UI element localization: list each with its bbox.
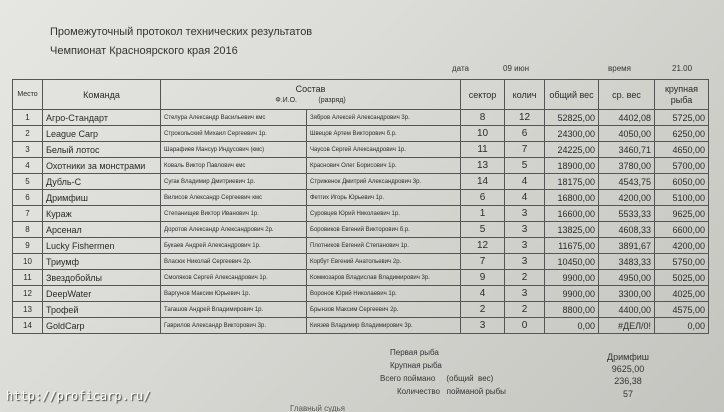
table-row [13, 174, 709, 190]
row-team: Lucky Fishermen [43, 238, 161, 254]
table-row [13, 318, 709, 334]
row-place: 11 [13, 270, 43, 286]
row-participant-2: Корбут Евгений Анатольевич 2р. [307, 254, 461, 270]
col-roster-title: Состав [295, 83, 326, 94]
row-place: 10 [13, 254, 43, 270]
row-participant-2: Стриженок Дмитрий Александрович 3р. [307, 174, 461, 190]
row-avg-weight: 3891,67 [599, 238, 655, 254]
row-team: DeepWater [43, 286, 161, 302]
row-total-weight: 0,00 [545, 318, 599, 334]
total-caught-value: 236,38 [614, 376, 642, 386]
row-team: Дубль-С [43, 174, 161, 190]
row-big-fish: 4575,00 [655, 302, 709, 318]
row-place: 13 [13, 302, 43, 318]
row-sector: 13 [461, 158, 505, 174]
table-row [13, 238, 709, 254]
table-row [13, 302, 709, 318]
row-total-weight: 52825,00 [545, 110, 599, 126]
row-big-fish: 5725,00 [655, 110, 709, 126]
count-caught-value: 57 [622, 389, 633, 399]
row-participant-1: Гаврилов Александр Викторович 3р. [161, 318, 307, 334]
row-total-weight: 18900,00 [545, 158, 599, 174]
table-row [13, 222, 709, 238]
col-total: общий вес [545, 80, 599, 110]
row-count: 3 [505, 238, 545, 254]
time-label: время [608, 64, 631, 73]
row-sector: 9 [461, 270, 505, 286]
row-participant-2: Киязев Владимир Владимирович 3р. [307, 318, 461, 334]
row-participant-2: Суровцев Юрий Николаевич 1р. [307, 206, 461, 222]
row-sector: 10 [461, 126, 505, 142]
row-place: 14 [13, 318, 43, 334]
results-table [12, 79, 709, 334]
row-place: 9 [13, 238, 43, 254]
row-place: 1 [13, 110, 43, 126]
first-fish-value: Дримфиш [607, 352, 649, 362]
row-avg-weight: 3780,00 [599, 158, 655, 174]
row-participant-1: Букаев Андрей Александрович 1р. [161, 238, 307, 254]
row-big-fish: 6250,00 [655, 126, 709, 142]
row-participant-1: Сугак Владимир Дмитриевич 1р. [161, 174, 307, 190]
row-sector: 11 [461, 142, 505, 158]
row-sector: 14 [461, 174, 505, 190]
row-big-fish: 0,00 [655, 318, 709, 334]
row-avg-weight: 4200,00 [599, 190, 655, 206]
row-avg-weight: 4402,08 [599, 110, 655, 126]
row-sector: 4 [461, 286, 505, 302]
row-place: 7 [13, 206, 43, 222]
date-label: дата [452, 64, 469, 73]
row-big-fish: 6050,00 [655, 174, 709, 190]
row-count: 3 [505, 206, 545, 222]
row-count: 2 [505, 270, 545, 286]
table-row [13, 270, 709, 286]
row-place: 5 [13, 174, 43, 190]
col-roster [161, 80, 461, 110]
row-participant-2: Боровиков Евгений Викторович б.р. [307, 222, 461, 238]
row-participant-2: Швецов Артем Викторович б.р. [307, 126, 461, 142]
row-total-weight: 13825,00 [545, 222, 599, 238]
row-total-weight: 10450,00 [545, 254, 599, 270]
row-participant-1: Вилисов Александр Сергеевич кмс [161, 190, 307, 206]
row-count: 4 [505, 190, 545, 206]
row-avg-weight: 4050,00 [599, 126, 655, 142]
col-big-line2: рыба [670, 94, 693, 105]
col-sector: сектор [461, 80, 505, 110]
row-big-fish: 5025,00 [655, 270, 709, 286]
row-count: 3 [505, 254, 545, 270]
championship-title: Чемпионат Красноярского края 2016 [50, 45, 238, 57]
row-team: Арсенал [43, 222, 161, 238]
table-row [13, 158, 709, 174]
row-count: 3 [505, 222, 545, 238]
row-participant-1: Шарафиев Мансур Индусович (кмс) [161, 142, 307, 158]
row-total-weight: 24300,00 [545, 126, 599, 142]
time-value: 21.00 [672, 64, 693, 73]
table-row [13, 254, 709, 270]
row-participant-2: Зябров Алексей Александрович 3р. [307, 110, 461, 126]
row-count: 0 [505, 318, 545, 334]
row-big-fish: 4025,00 [655, 286, 709, 302]
row-participant-2: Чаусов Сергей Александрович 1р. [307, 142, 461, 158]
row-count: 2 [505, 302, 545, 318]
count-caught-label: Количество пойманой рыбы [397, 387, 506, 396]
row-sector: 5 [461, 222, 505, 238]
row-total-weight: 24225,00 [545, 142, 599, 158]
row-participant-2: Плотников Евгений Степанович 1р. [307, 238, 461, 254]
row-place: 6 [13, 190, 43, 206]
row-count: 3 [505, 286, 545, 302]
row-avg-weight: 3483,33 [599, 254, 655, 270]
row-sector: 8 [461, 110, 505, 126]
row-participant-1: Власюк Николай Сергеевич 2р. [161, 254, 307, 270]
row-total-weight: 9900,00 [545, 286, 599, 302]
col-count: колич [505, 80, 545, 110]
row-big-fish: 9625,00 [655, 206, 709, 222]
row-total-weight: 8800,00 [545, 302, 599, 318]
table-row [13, 190, 709, 206]
date-value: 09 июн [503, 64, 530, 73]
row-participant-1: Доротов Александр Александрович 2р. [161, 222, 307, 238]
row-place: 8 [13, 222, 43, 238]
table-row [13, 126, 709, 142]
first-fish-label: Первая рыба [390, 348, 439, 357]
row-total-weight: 16600,00 [545, 206, 599, 222]
row-avg-weight: 4400,00 [599, 302, 655, 318]
row-total-weight: 11675,00 [545, 238, 599, 254]
row-big-fish: 5750,00 [655, 254, 709, 270]
row-team: Звездобойлы [43, 270, 161, 286]
row-avg-weight: 4950,00 [599, 270, 655, 286]
row-participant-1: Строкольский Михаил Сергеевич 1р. [161, 126, 307, 142]
table-header-row [13, 80, 709, 110]
row-place: 4 [13, 158, 43, 174]
row-count: 4 [505, 174, 545, 190]
row-place: 2 [13, 126, 43, 142]
row-total-weight: 9900,00 [545, 270, 599, 286]
row-participant-1: Стелура Александр Васильевич кмс [161, 110, 307, 126]
row-avg-weight: 5533,33 [599, 206, 655, 222]
row-big-fish: 6600,00 [655, 222, 709, 238]
col-big-line1: крупная [664, 83, 699, 94]
col-roster-sub [164, 95, 457, 106]
row-avg-weight: 3300,00 [599, 286, 655, 302]
row-big-fish: 4200,00 [655, 238, 709, 254]
col-avg: ср. вес [599, 80, 655, 110]
row-place: 3 [13, 142, 43, 158]
col-team: Команда [43, 80, 161, 110]
big-fish-value: 9625,00 [611, 364, 645, 374]
row-participant-1: Тагашов Андрей Владимирович 1р. [161, 302, 307, 318]
table-row [13, 206, 709, 222]
row-participant-2: Брынзов Максим Сергеевич 2р. [307, 302, 461, 318]
col-rank: (разряд) [318, 96, 346, 104]
row-total-weight: 18175,00 [545, 174, 599, 190]
row-avg-weight: #ДЕЛ/0! [599, 318, 655, 334]
row-participant-1: Варгунов Максим Юрьевич 1р. [161, 286, 307, 302]
row-sector: 2 [461, 302, 505, 318]
row-team: Белый лотос [43, 142, 161, 158]
col-big [655, 80, 709, 110]
row-place: 12 [13, 286, 43, 302]
row-participant-2: Краснович Олег Борисович 1р. [307, 158, 461, 174]
row-team: Дримфиш [43, 190, 161, 206]
row-sector: 1 [461, 206, 505, 222]
col-fio: Ф.И.О. [275, 96, 297, 104]
total-caught-label: Всего поймано (общий вес) [380, 374, 494, 383]
row-total-weight: 16800,00 [545, 190, 599, 206]
row-avg-weight: 3460,71 [599, 142, 655, 158]
row-sector: 6 [461, 190, 505, 206]
row-team: League Carp [43, 126, 161, 142]
row-team: GoldCarp [43, 318, 161, 334]
row-count: 12 [505, 110, 545, 126]
row-participant-2: Коммозаров Владислав Владимирович 3р. [307, 270, 461, 286]
row-team: Трофей [43, 302, 161, 318]
row-participant-2: Воронов Юрий Николаевич 1р. [307, 286, 461, 302]
big-fish-label: Крупная рыба [390, 361, 442, 370]
row-team: Охотники за монстрами [43, 158, 161, 174]
row-team: Кураж [43, 206, 161, 222]
row-sector: 3 [461, 318, 505, 334]
table-row [13, 110, 709, 126]
site-watermark[interactable]: http://proficarp.ru/ [6, 389, 151, 403]
row-avg-weight: 4608,33 [599, 222, 655, 238]
row-team: Агро-Стандарт [43, 110, 161, 126]
protocol-title: Промежуточный протокол технических результатов [50, 26, 313, 38]
row-count: 6 [505, 126, 545, 142]
row-count: 5 [505, 158, 545, 174]
row-big-fish: 5100,00 [655, 190, 709, 206]
col-place: Место [13, 80, 43, 110]
row-participant-1: Смоляков Сергей Александрович 1р. [161, 270, 307, 286]
row-participant-1: Степанищев Виктор Иванович 1р. [161, 206, 307, 222]
row-count: 7 [505, 142, 545, 158]
table-row [13, 286, 709, 302]
row-big-fish: 4650,00 [655, 142, 709, 158]
table-row [13, 142, 709, 158]
row-sector: 7 [461, 254, 505, 270]
row-participant-1: Коваль Виктор Павлович кмс [161, 158, 307, 174]
row-sector: 12 [461, 238, 505, 254]
row-participant-2: Фетгих Игорь Юрьевич 1р. [307, 190, 461, 206]
row-team: Триумф [43, 254, 161, 270]
row-avg-weight: 4543,75 [599, 174, 655, 190]
row-big-fish: 5700,00 [655, 158, 709, 174]
footer-fragment: Главный судья [290, 404, 346, 412]
